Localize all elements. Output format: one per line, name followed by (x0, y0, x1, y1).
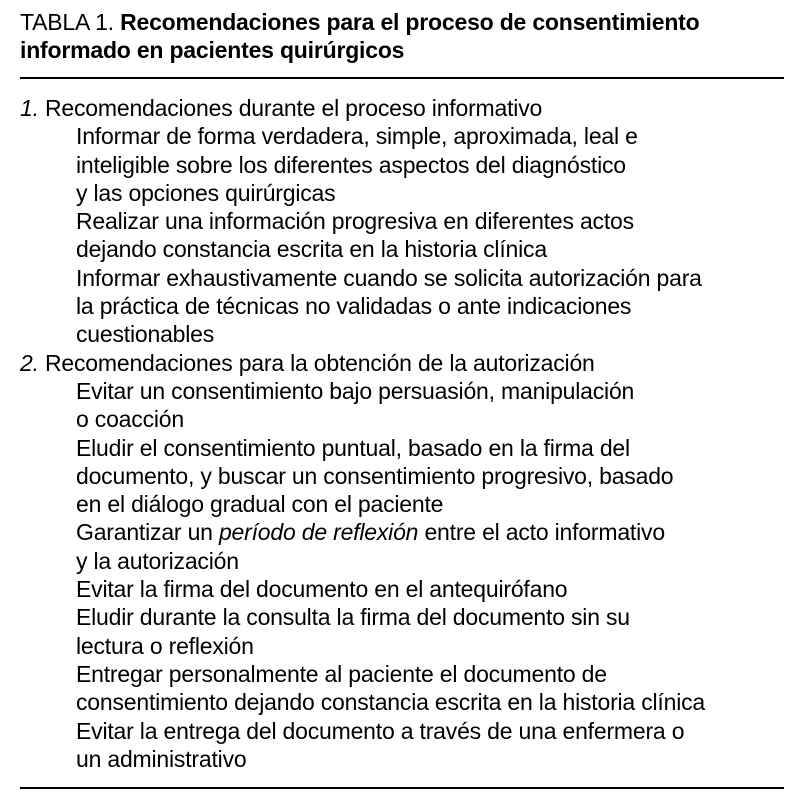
item-line: Realizar una información progresiva en diferentes actos (76, 208, 634, 235)
item-line: Eludir durante la consulta la firma del documento sin su (76, 604, 630, 631)
item-line: la práctica de técnicas no validadas o ante indicaciones (76, 293, 632, 320)
section-heading-text: Recomendaciones durante el proceso informativo (45, 95, 543, 121)
table-title-line2: informado en pacientes quirúrgicos (20, 37, 405, 63)
item-line: Evitar un consentimiento bajo persuasión, manipulación (76, 377, 635, 404)
section-heading-2 (20, 349, 790, 377)
list-item (76, 377, 790, 434)
list-item (76, 518, 790, 575)
list-item (76, 660, 790, 717)
item-line: cuestionables (76, 321, 215, 348)
item-line: lectura o reflexión (76, 632, 254, 659)
item-line-emphasis: período de reflexión (218, 519, 419, 546)
table-label: TABLA 1. (20, 9, 114, 35)
item-line-pre: Garantizar un (76, 519, 219, 546)
item-line: Evitar la firma del documento en el antequirófano (76, 576, 568, 603)
item-line: documento, y buscar un consentimiento progresivo, basado (76, 462, 674, 489)
item-line-post: entre el acto informativo (418, 519, 665, 546)
item-line: Evitar la entrega del documento a través de una enfermera o (76, 717, 685, 744)
item-line: consentimiento dejando constancia escrita en la historia clínica (76, 689, 706, 716)
list-item (76, 207, 790, 264)
item-line: y las opciones quirúrgicas (76, 179, 336, 206)
item-line: Eludir el consentimiento puntual, basado en la firma del (76, 434, 630, 461)
section-heading-text: Recomendaciones para la obtención de la autorización (45, 349, 595, 376)
item-line: Informar exhaustivamente cuando se solicita autorización para (76, 264, 702, 291)
item-line: inteligible sobre los diferentes aspectos del diagnóstico (76, 151, 626, 178)
top-rule (20, 77, 784, 79)
list-item (76, 264, 790, 349)
list-item (76, 434, 790, 519)
item-line: y la autorización (76, 547, 239, 574)
list-item (76, 575, 790, 603)
bottom-rule (20, 787, 784, 789)
list-item (76, 717, 790, 774)
item-line: en el diálogo gradual con el paciente (76, 491, 444, 518)
item-line: dejando constancia escrita en la historia clínica (76, 236, 547, 263)
item-line: un administrativo (76, 745, 247, 772)
table-title-line1: Recomendaciones para el proceso de consentimiento (120, 9, 700, 35)
section-number: 1. (20, 95, 39, 121)
item-line: Informar de forma verdadera, simple, aproximada, leal e (76, 123, 638, 150)
list-item (76, 603, 790, 660)
table-title (20, 8, 790, 64)
item-line: o coacción (76, 406, 184, 433)
section-number: 2. (20, 349, 39, 376)
table-body (20, 94, 790, 773)
item-line: Entregar personalmente al paciente el documento de (76, 660, 607, 687)
list-item (76, 122, 790, 207)
section-heading-1 (20, 94, 790, 122)
